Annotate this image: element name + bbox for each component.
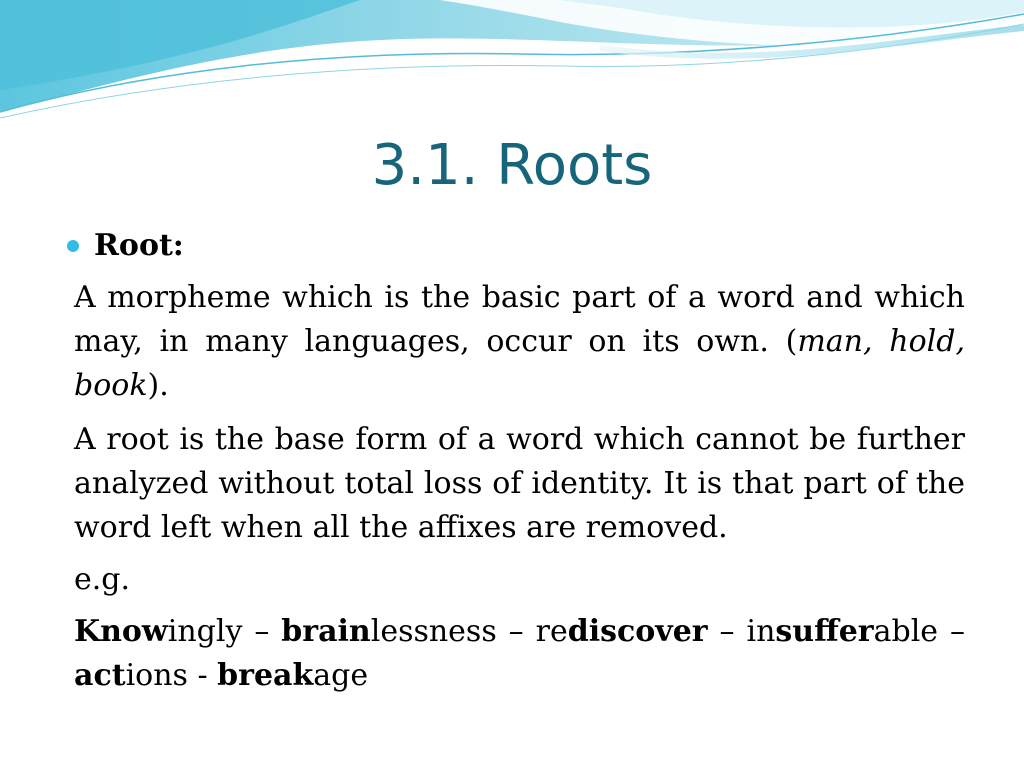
example-suffix: lessness [370, 614, 497, 649]
separator: – [707, 614, 747, 649]
definition-examples: man, hold, book [74, 324, 965, 403]
example-prefix: in [746, 614, 776, 649]
separator: – [242, 614, 282, 649]
definition-paragraph [60, 276, 965, 408]
example-suffix: ions [125, 658, 188, 693]
definition-close: ). [147, 368, 169, 403]
bullet-dot-icon [67, 240, 79, 252]
example-suffix: able [873, 614, 939, 649]
example-root: Know [74, 614, 168, 649]
eg-label: e.g. [74, 562, 131, 597]
example-root: discover [567, 614, 708, 649]
definition-text: A morpheme which is the basic part of a word and which may, in many languages, occur on its own. ( [74, 280, 965, 359]
bullet-item [60, 222, 965, 270]
bullet-heading: Root: [94, 228, 184, 263]
example-root: brain [281, 614, 371, 649]
example-suffix: age [313, 658, 369, 693]
example-root: suffer [775, 614, 874, 649]
example-prefix: re [535, 614, 568, 649]
example-root: act [74, 658, 126, 693]
slide-title: 3.1. Roots [371, 133, 653, 198]
slide-body [60, 222, 965, 698]
header-wave-decoration [0, 0, 1024, 140]
example-suffix: ingly [167, 614, 243, 649]
examples-line [60, 610, 965, 698]
root-explanation-paragraph: A root is the base form of a word which cannot be further analyzed without total loss of identity. It is that part of the word left when all the affixes are removed. [74, 422, 965, 545]
separator: – [938, 614, 965, 649]
separator: – [496, 614, 536, 649]
example-root: break [217, 658, 314, 693]
separator: - [187, 658, 218, 693]
